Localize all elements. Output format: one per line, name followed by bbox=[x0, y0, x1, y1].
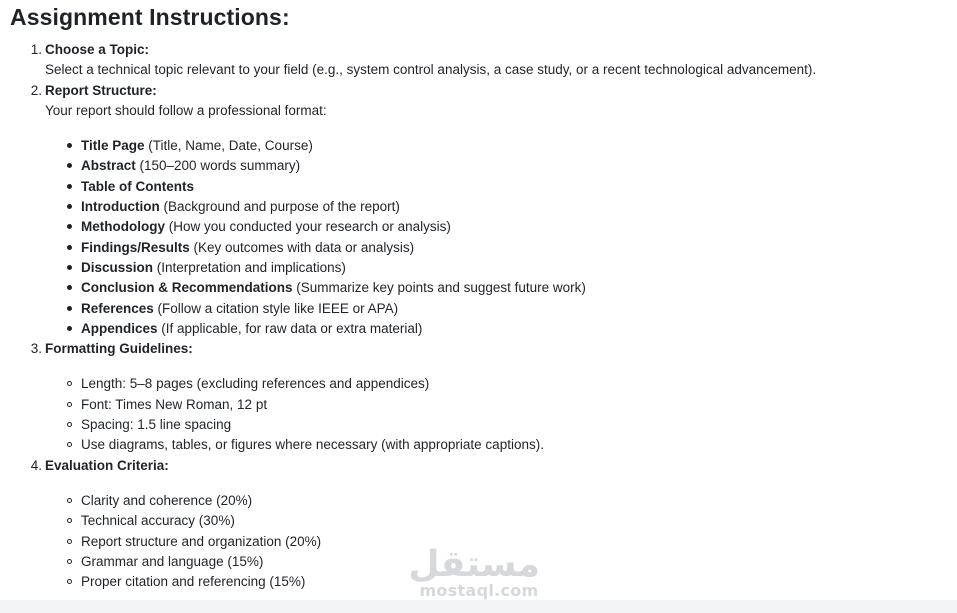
bottom-strip bbox=[0, 600, 957, 613]
item-text: (150–200 words summary) bbox=[135, 158, 301, 174]
list-item bbox=[0, 238, 957, 258]
section-description: Select a technical topic relevant to your field (e.g., system control analysis, a case study, or a recent technological advancement). bbox=[45, 62, 817, 78]
spacer bbox=[45, 121, 957, 136]
bullet-icon bbox=[67, 143, 72, 148]
watermark-latin-text: mostaql.com bbox=[419, 581, 539, 600]
bullet-icon bbox=[67, 163, 72, 168]
list-item bbox=[0, 156, 957, 176]
item-term: Introduction bbox=[81, 199, 160, 215]
item-term: Title Page bbox=[81, 138, 145, 154]
item-text: Use diagrams, tables, or figures where necessary (with appropriate captions). bbox=[81, 437, 544, 453]
report-structure-list bbox=[45, 136, 957, 339]
list-item bbox=[0, 374, 957, 394]
list-number: 3. bbox=[30, 341, 42, 357]
item-term: Conclusion & Recommendations bbox=[81, 280, 293, 296]
item-text: (Title, Name, Date, Course) bbox=[144, 138, 313, 154]
item-text: (How you conducted your research or analysis) bbox=[165, 219, 451, 235]
list-item bbox=[0, 491, 957, 511]
item-term: Methodology bbox=[81, 219, 165, 235]
bullet-icon bbox=[67, 402, 72, 407]
spacer bbox=[45, 476, 957, 491]
item-text: Spacing: 1.5 line spacing bbox=[81, 417, 232, 433]
list-number: 1. bbox=[30, 42, 42, 57]
spacer bbox=[45, 359, 957, 374]
bullet-icon bbox=[67, 306, 72, 311]
list-item bbox=[0, 217, 957, 237]
list-item bbox=[0, 415, 957, 435]
bullet-icon bbox=[67, 539, 72, 544]
list-item bbox=[0, 319, 957, 339]
item-text: Technical accuracy (30%) bbox=[81, 513, 235, 529]
list-number: 4. bbox=[30, 457, 42, 473]
bullet-icon bbox=[67, 224, 72, 229]
bullet-icon bbox=[67, 265, 72, 270]
list-item bbox=[0, 136, 957, 156]
list-item bbox=[0, 299, 957, 319]
list-item bbox=[0, 197, 957, 217]
item-term: Table of Contents bbox=[81, 178, 194, 194]
list-item bbox=[0, 177, 957, 197]
watermark-arabic-text: مستقل bbox=[408, 544, 540, 585]
bullet-icon bbox=[67, 326, 72, 331]
bullet-icon bbox=[67, 518, 72, 523]
section-title: Evaluation Criteria: bbox=[45, 457, 169, 473]
item-text: (Summarize key points and suggest future work) bbox=[292, 280, 586, 296]
section-title: Choose a Topic: bbox=[45, 42, 150, 57]
item-text: (Key outcomes with data or analysis) bbox=[189, 239, 415, 255]
item-text: (Follow a citation style like IEEE or APA) bbox=[153, 300, 399, 316]
bullet-icon bbox=[67, 285, 72, 290]
bullet-icon bbox=[67, 579, 72, 584]
list-item bbox=[0, 511, 957, 531]
bullet-icon bbox=[67, 204, 72, 209]
item-term: Appendices bbox=[81, 320, 158, 336]
bullet-icon bbox=[67, 245, 72, 250]
item-text: (Background and purpose of the report) bbox=[159, 199, 400, 215]
list-number: 2. bbox=[30, 82, 42, 98]
item-term: References bbox=[81, 300, 154, 316]
item-text: Length: 5–8 pages (excluding references and appendices) bbox=[81, 376, 430, 392]
list-item bbox=[0, 435, 957, 455]
item-text: Proper citation and referencing (15%) bbox=[81, 574, 306, 590]
bullet-icon bbox=[67, 184, 72, 189]
list-item-formatting-guidelines bbox=[0, 339, 957, 455]
item-text: Clarity and coherence (20%) bbox=[81, 492, 253, 508]
list-item bbox=[0, 395, 957, 415]
bullet-icon bbox=[67, 498, 72, 503]
bullet-icon bbox=[67, 422, 72, 427]
item-text: Report structure and organization (20%) bbox=[81, 533, 322, 549]
item-text: (Interpretation and implications) bbox=[153, 259, 346, 275]
section-title: Report Structure: bbox=[45, 82, 157, 98]
mostaql-watermark bbox=[408, 544, 540, 602]
list-item bbox=[0, 278, 957, 298]
bullet-icon bbox=[67, 559, 72, 564]
list-item-report-structure bbox=[0, 81, 957, 340]
list-item-choose-topic bbox=[0, 40, 957, 81]
list-item bbox=[0, 258, 957, 278]
section-title: Formatting Guidelines: bbox=[45, 341, 193, 357]
bullet-icon bbox=[67, 442, 72, 447]
bullet-icon bbox=[67, 381, 72, 386]
item-text: Grammar and language (15%) bbox=[81, 553, 264, 569]
item-term: Discussion bbox=[81, 259, 154, 275]
formatting-list bbox=[45, 374, 957, 455]
item-text: Font: Times New Roman, 12 pt bbox=[81, 396, 268, 412]
item-term: Findings/Results bbox=[81, 239, 190, 255]
item-text: (If applicable, for raw data or extra material) bbox=[157, 320, 423, 336]
instructions-list bbox=[0, 40, 957, 592]
page-title: Assignment Instructions: bbox=[10, 4, 290, 30]
section-description: Your report should follow a professional format: bbox=[45, 102, 327, 118]
item-term: Abstract bbox=[81, 158, 136, 174]
